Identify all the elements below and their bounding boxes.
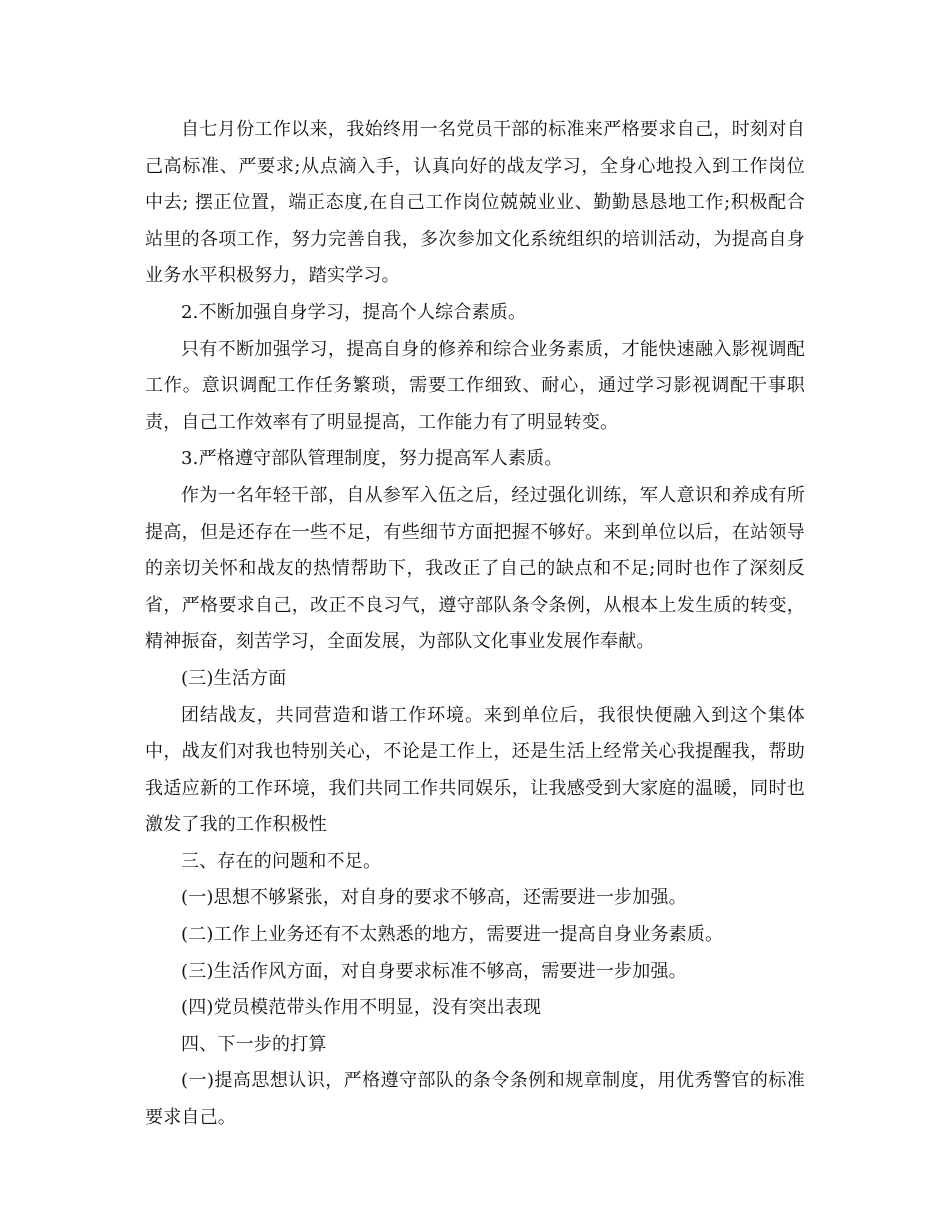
problem-item-1: (一)思想不够紧张，对自身的要求不够高，还需要进一步加强。 [181,887,687,909]
paragraph-discipline: 作为一名年轻干部，自从参军入伍之后，经过强化训练，军人意识和养成有所提高，但是还存在一些不足，有些细节方面把握不够好。来到单位以后，在站领导的亲切关怀和战友的热情帮助下，我改正了自己的缺点和不足;同时也作了深刻反省，严格要求自己，改正不良习气，遵守部队条令条例，从根本上发生质的转变，精神振奋，刻苦学习，全面发展，为部队文化事业发展作奉献。 [145,484,805,653]
problem-item-4: (四)党员模范带头作用不明显，没有突出表现 [181,997,542,1019]
heading-discipline: 3.严格遵守部队管理制度，努力提高军人素质。 [181,448,563,470]
problem-item-3: (三)生活作风方面，对自身要求标准不够高，需要进一步加强。 [181,960,687,982]
paragraph-life: 团结战友，共同营造和谐工作环境。来到单位后，我很快便融入到这个集体中，战友们对我也特别关心，不论是工作上，还是生活上经常关心我提醒我，帮助我适应新的工作环境，我们共同工作共同娱乐，让我感受到大家庭的温暖，同时也激发了我的工作积极性 [145,704,805,836]
problem-item-2: (二)工作上业务还有不太熟悉的地方，需要进一提高自身业务素质。 [181,924,724,946]
plan-item-1: (一)提高思想认识，严格遵守部队的条令条例和规章制度，用优秀警官的标准要求自己。 [145,1070,805,1129]
heading-problems: 三、存在的问题和不足。 [181,850,382,872]
heading-self-study: 2.不断加强自身学习，提高个人综合素质。 [181,301,527,323]
paragraph-self-study: 只有不断加强学习，提高自身的修养和综合业务素质，才能快速融入影视调配工作。意识调配工作任务繁琐，需要工作细致、耐心，通过学习影视调配干事职责，自己工作效率有了明显提高，工作能力有了明显转变。 [145,338,805,433]
heading-life: (三)生活方面 [181,667,287,689]
paragraph-work-attitude: 自七月份工作以来，我始终用一名党员干部的标准来严格要求自己，时刻对自己高标准、严要求;从点滴入手，认真向好的战友学习，全身心地投入到工作岗位中去; 摆正位置，端正态度,在自己工作岗位兢兢业业、勤勤恳恳地工作;积极配合站里的各项工作，努力完善自我，多次参加文化系统组织的培训活动，为提高自身业务水平积极努力，踏实学习。 [145,119,805,287]
heading-next-steps: 四、下一步的打算 [181,1033,327,1055]
document-page [145,112,805,1137]
